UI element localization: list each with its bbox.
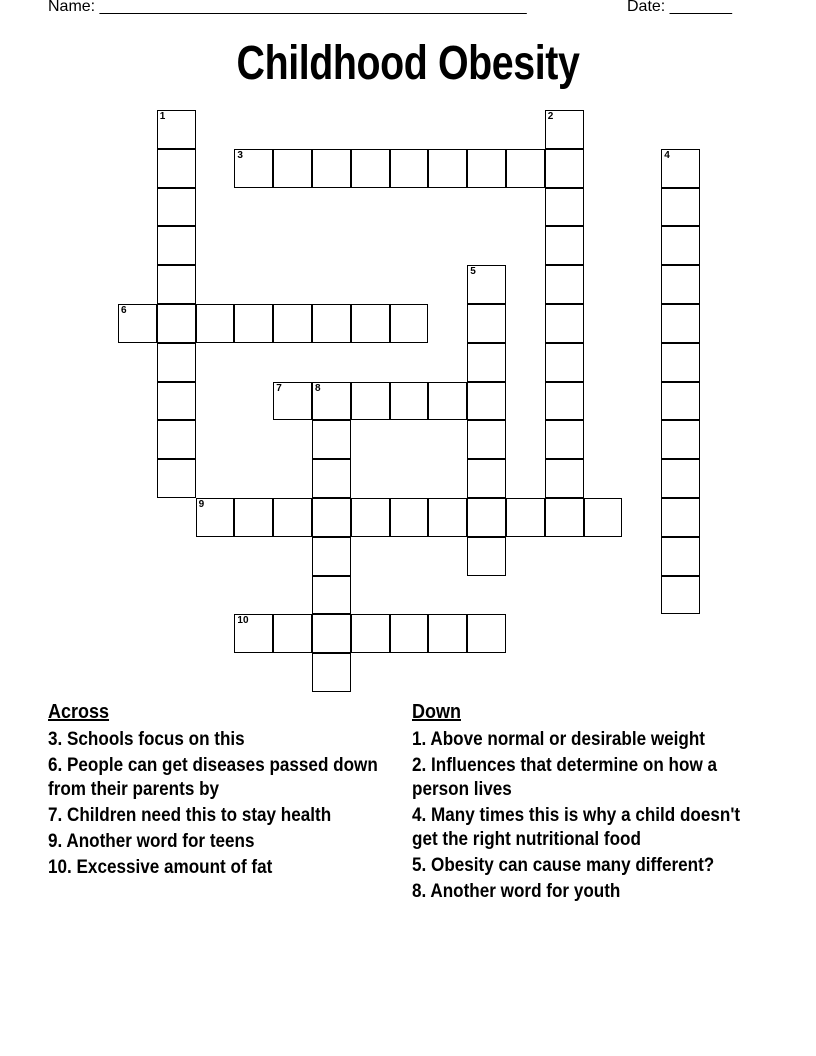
grid-cell[interactable] bbox=[390, 149, 429, 188]
down-clue: 1. Above normal or desirable weight bbox=[412, 729, 705, 750]
date-field[interactable]: Date: _______ bbox=[627, 0, 732, 15]
grid-cell[interactable] bbox=[351, 614, 390, 653]
grid-cell[interactable] bbox=[351, 382, 390, 421]
grid-cell[interactable] bbox=[545, 420, 584, 459]
grid-cell[interactable] bbox=[428, 614, 467, 653]
grid-cell[interactable] bbox=[312, 382, 351, 421]
grid-cell[interactable] bbox=[390, 498, 429, 537]
grid-cell[interactable] bbox=[273, 382, 312, 421]
grid-cell[interactable] bbox=[661, 382, 700, 421]
grid-cell[interactable] bbox=[467, 343, 506, 382]
grid-cell[interactable] bbox=[157, 149, 196, 188]
grid-cell[interactable] bbox=[545, 149, 584, 188]
grid-cell[interactable] bbox=[312, 614, 351, 653]
grid-cell[interactable] bbox=[545, 265, 584, 304]
grid-cell[interactable] bbox=[545, 382, 584, 421]
grid-cell[interactable] bbox=[196, 498, 235, 537]
grid-cell[interactable] bbox=[312, 576, 351, 615]
grid-cell[interactable] bbox=[351, 498, 390, 537]
grid-cell[interactable] bbox=[118, 304, 157, 343]
grid-cell[interactable] bbox=[584, 498, 623, 537]
grid-cell[interactable] bbox=[390, 614, 429, 653]
grid-cell[interactable] bbox=[157, 420, 196, 459]
grid-cell[interactable] bbox=[545, 304, 584, 343]
grid-cell[interactable] bbox=[157, 226, 196, 265]
grid-cell[interactable] bbox=[467, 614, 506, 653]
grid-cell[interactable] bbox=[467, 149, 506, 188]
grid-cell[interactable] bbox=[661, 149, 700, 188]
across-clue: 9. Another word for teens bbox=[48, 831, 255, 852]
grid-cell[interactable] bbox=[312, 498, 351, 537]
grid-cell[interactable] bbox=[545, 343, 584, 382]
grid-cell[interactable] bbox=[273, 304, 312, 343]
grid-cell[interactable] bbox=[661, 343, 700, 382]
grid-cell[interactable] bbox=[157, 382, 196, 421]
grid-cell[interactable] bbox=[661, 420, 700, 459]
name-field[interactable]: Name: ________________________________________________ bbox=[48, 0, 527, 15]
grid-cell[interactable] bbox=[428, 382, 467, 421]
down-heading: Down bbox=[412, 701, 461, 723]
grid-cell[interactable] bbox=[157, 110, 196, 149]
clue-number: 8 bbox=[315, 382, 321, 394]
grid-cell[interactable] bbox=[157, 343, 196, 382]
grid-cell[interactable] bbox=[467, 537, 506, 576]
clue-number: 1 bbox=[159, 111, 166, 122]
across-clue: 6. People can get diseases passed down from their parents by bbox=[48, 755, 378, 800]
grid-cell[interactable] bbox=[467, 304, 506, 343]
grid-cell[interactable] bbox=[545, 226, 584, 265]
grid-cell[interactable] bbox=[157, 188, 196, 227]
grid-cell[interactable] bbox=[312, 537, 351, 576]
grid-cell[interactable] bbox=[467, 420, 506, 459]
grid-cell[interactable] bbox=[312, 420, 351, 459]
grid-cell[interactable] bbox=[312, 304, 351, 343]
down-clue: 4. Many times this is why a child doesn't get the right nutritional food bbox=[412, 805, 741, 850]
grid-cell[interactable] bbox=[661, 304, 700, 343]
grid-cell[interactable] bbox=[661, 265, 700, 304]
clue-number: 7 bbox=[276, 382, 282, 394]
grid-cell[interactable] bbox=[234, 304, 273, 343]
clue-number: 3 bbox=[237, 149, 243, 161]
grid-cell[interactable] bbox=[661, 226, 700, 265]
clue-number: 6 bbox=[121, 305, 127, 316]
grid-cell[interactable] bbox=[467, 459, 506, 498]
grid-cell[interactable] bbox=[661, 459, 700, 498]
grid-cell[interactable] bbox=[234, 498, 273, 537]
grid-cell[interactable] bbox=[428, 498, 467, 537]
grid-cell[interactable] bbox=[273, 498, 312, 537]
grid-cell[interactable] bbox=[312, 653, 351, 692]
across-clue: 7. Children need this to stay health bbox=[48, 805, 332, 826]
grid-cell[interactable] bbox=[234, 614, 273, 653]
grid-cell[interactable] bbox=[467, 265, 506, 304]
grid-cell[interactable] bbox=[467, 498, 506, 537]
across-clues bbox=[48, 700, 386, 882]
grid-cell[interactable] bbox=[196, 304, 235, 343]
clue-number: 10 bbox=[237, 615, 249, 627]
grid-cell[interactable] bbox=[157, 459, 196, 498]
grid-cell[interactable] bbox=[506, 149, 545, 188]
grid-cell[interactable] bbox=[545, 188, 584, 227]
grid-cell[interactable] bbox=[273, 614, 312, 653]
down-clue: 8. Another word for youth bbox=[412, 881, 621, 902]
grid-cell[interactable] bbox=[545, 110, 584, 149]
grid-cell[interactable] bbox=[467, 382, 506, 421]
down-clue: 5. Obesity can cause many different? bbox=[412, 855, 715, 876]
grid-cell[interactable] bbox=[390, 382, 429, 421]
grid-cell[interactable] bbox=[312, 149, 351, 188]
grid-cell[interactable] bbox=[661, 498, 700, 537]
grid-cell[interactable] bbox=[545, 498, 584, 537]
down-clues bbox=[412, 700, 763, 906]
grid-cell[interactable] bbox=[661, 576, 700, 615]
grid-cell[interactable] bbox=[661, 537, 700, 576]
clue-number: 4 bbox=[664, 149, 670, 161]
grid-cell[interactable] bbox=[390, 304, 429, 343]
across-clue: 3. Schools focus on this bbox=[48, 729, 245, 750]
grid-cell[interactable] bbox=[351, 304, 390, 343]
page-title: Childhood Obesity bbox=[236, 37, 580, 90]
down-clue: 2. Influences that determine on how a person lives bbox=[412, 755, 718, 800]
clue-number: 5 bbox=[470, 266, 476, 278]
clue-number: 2 bbox=[547, 111, 554, 122]
across-clue: 10. Excessive amount of fat bbox=[48, 857, 273, 878]
grid-cell[interactable] bbox=[351, 149, 390, 188]
grid-cell[interactable] bbox=[157, 304, 196, 343]
grid-cell[interactable] bbox=[312, 459, 351, 498]
grid-cell[interactable] bbox=[428, 149, 467, 188]
clue-number: 9 bbox=[198, 499, 205, 510]
grid-cell[interactable] bbox=[506, 498, 545, 537]
across-heading: Across bbox=[48, 701, 110, 723]
grid-cell[interactable] bbox=[661, 188, 700, 227]
grid-cell[interactable] bbox=[234, 149, 273, 188]
grid-cell[interactable] bbox=[273, 149, 312, 188]
grid-cell[interactable] bbox=[157, 265, 196, 304]
grid-cell[interactable] bbox=[545, 459, 584, 498]
